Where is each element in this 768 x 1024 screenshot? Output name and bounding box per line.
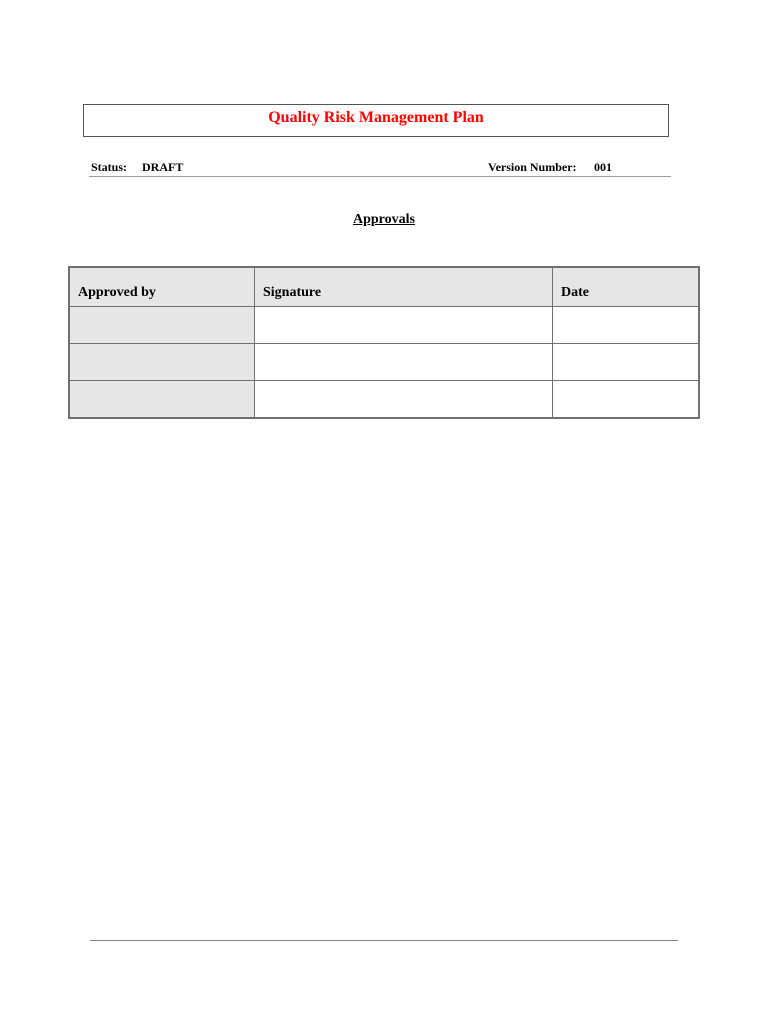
approved-by-cell: [69, 381, 254, 419]
approved-by-cell: [69, 307, 254, 344]
approvals-heading: Approvals: [353, 212, 415, 227]
approvals-table: [68, 266, 700, 419]
column-header-signature: Signature: [254, 267, 552, 307]
status-row: [89, 159, 671, 177]
status-label: Status:: [91, 160, 128, 174]
table-row: [69, 344, 699, 381]
version-value: 001: [594, 160, 612, 174]
table-row: [69, 381, 699, 419]
date-cell: [552, 307, 699, 344]
title-box: [83, 104, 669, 137]
table-row: [69, 307, 699, 344]
table-header-row: [69, 267, 699, 307]
approved-by-cell: [69, 344, 254, 381]
footer-divider: [90, 940, 678, 941]
date-cell: [552, 344, 699, 381]
column-header-approved-by: Approved by: [69, 267, 254, 307]
signature-cell: [254, 307, 552, 344]
date-cell: [552, 381, 699, 419]
version-label: Version Number:: [488, 160, 577, 174]
signature-cell: [254, 344, 552, 381]
column-header-date: Date: [552, 267, 699, 307]
status-value: DRAFT: [142, 160, 184, 174]
signature-cell: [254, 381, 552, 419]
document-title: Quality Risk Management Plan: [268, 109, 484, 126]
